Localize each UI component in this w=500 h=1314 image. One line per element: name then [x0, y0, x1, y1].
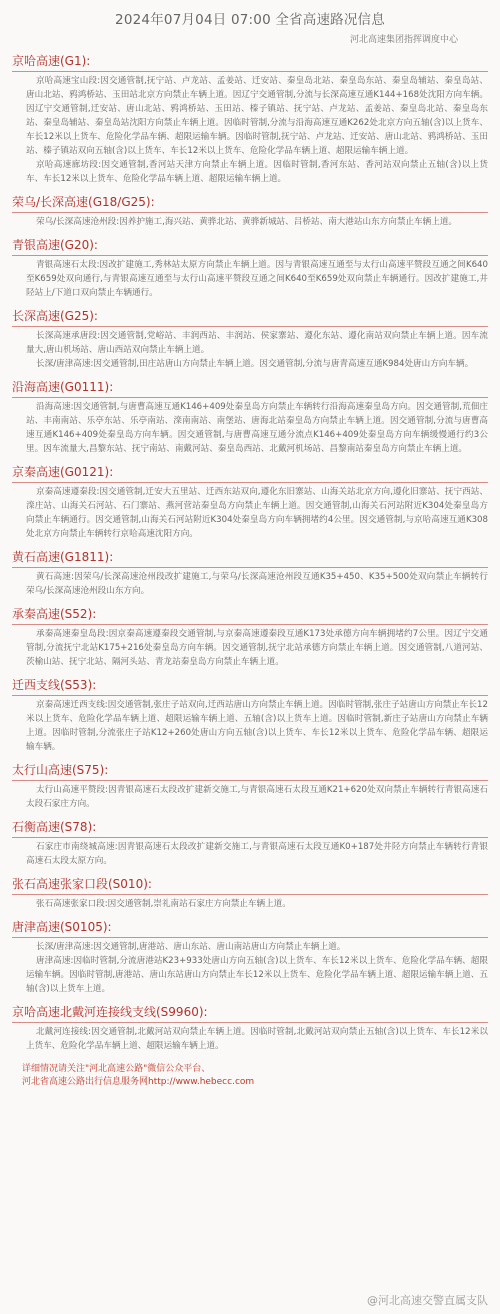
section-paragraph: 青银高速石太段:因改扩建施工,秀林站太原方向禁止车辆上道。因与青银高速互通至与太行山高速平赞段互通之间K640至K659处双向通行,与青银高速互通至与太行山高速平赞段互通之间K640至K659处双向禁止车辆通行。因改扩建施工,井陉站上/下道口双向禁止车辆通行。: [26, 260, 488, 298]
section-paragraph: 沿海高速:因交通管制,与唐曹高速互通K146+409处秦皇岛方向禁止车辆转行沿海高速秦皇岛方向。因交通管制,荒佃庄站、丰南南站、乐亭东站、乐亭南站、滦南南站、南堡站、唐海北站秦皇岛方向禁止车辆上道。因交通管制,分流与唐曹高速互通K146+409处秦皇岛方向车辆。因交通管制,与唐曹高速互通分流点K146+409处秦皇岛方向车辆缓慢通行约3公里。因车流量大,昌黎东站、抚宁南站、南戴河站、秦皇岛西站、北戴河机场站、昌黎南站秦皇岛方向禁止车辆上道。: [26, 402, 488, 454]
footer-line-2: 河北省高速公路出行信息服务网http://www.hebecc.com: [22, 1077, 255, 1087]
section-paragraph: 京秦高速遵秦段:因交通管制,迁安大五里站、迁西东站双向,遵化东旧寨站、山海关站北京方向,遵化旧寨站、抚宁西站、滦庄站、山海关石河站、石门寨站、燕河营站秦皇岛方向禁止车辆上道。因交通管制,山海关石河站附近K304处秦皇岛方向禁止车辆通行。因交通管制,山海关石河站附近K304处秦皇岛方向车辆拥堵约4公里。因交通管制,与京哈高速互通K308处北京方向禁止车辆转行京哈高速沈阳方向。: [26, 487, 488, 539]
section-paragraph: 承秦高速秦皇岛段:因京秦高速遵秦段交通管制,与京秦高速遵秦段互通K173处承德方向车辆拥堵约7公里。因辽宁交通管制,分流抚宁北站K175+216处秦皇岛方向车辆。因交通管制,抚宁北站承德方向禁止车辆上道。因交通管制,八道河站、茨榆山站、抚宁北站、隔河头站、青龙站秦皇岛方向禁止车辆上道。: [26, 629, 488, 667]
footer-line-1: 详细情况请关注"河北高速公路"微信公众平台、: [22, 1064, 211, 1074]
section-paragraph: 唐津高速:因临时管制,分流唐港站K23+933处唐山方向五轴(含)以上货车、车长12米以上货车、危险化学品车辆、超限运输车辆。因临时管制,唐港站、唐山东站唐山方向禁止车长12米以上货车、危险化学品车辆上道、超限运输车辆上道、五轴(含)以上货车上道。: [26, 956, 488, 994]
section-title: 荣乌/长深高速(G18/G25):: [12, 193, 488, 213]
section-paragraph: 京哈高速宝山段:因交通管制,抚宁站、卢龙站、孟姜站、迁安站、秦皇岛北站、秦皇岛东站、秦皇岛辅站、秦皇岛站、唐山北站、鸦鸿桥站、玉田站北京方向禁止车辆上道。因辽宁交通管制,分流与长深高速互通K144+168处沈阳方向车辆。因辽宁交通管制,迁安站、唐山北站、鸦鸿桥站、玉田站、榛子镇站、抚宁站、卢龙站、孟姜站、秦皇岛北站、秦皇岛东站、秦皇岛辅站、秦皇岛站沈阳方向禁止车辆上道。因临时管制,分流与沿海高速互通K262处北京方向五轴(含)以上货车、车长12米以上货车、危险化学品车辆、超限运输车辆。因临时管制,抚宁站、卢龙站、迁安站、唐山北站、鸦鸿桥站、玉田站、榛子镇站双向五轴(含)以上货车、车长12米以上货车、危险化学品车辆上道、超限运输车辆上道。: [26, 76, 488, 156]
section-title: 石衡高速(S78):: [12, 818, 488, 838]
section-paragraph: 石家庄市南绕城高速:因青银高速石太段改扩建新交施工,与青银高速石太段互通K0+187处井陉方向禁止车辆转行青银高速石太段太原方向。: [26, 842, 488, 866]
road-section: [12, 918, 488, 996]
road-section: [12, 236, 488, 300]
footer: [12, 1063, 488, 1089]
road-section: [12, 463, 488, 541]
watermark: @河北高速交警直属支队: [367, 1294, 488, 1307]
section-paragraph: 太行山高速平赞段:因青银高速石太段改扩建新交施工,与青银高速石太段互通K21+620处双向禁止车辆转行青银高速石太段石家庄方向。: [26, 785, 488, 809]
section-title: 京哈高速北戴河连接线支线(S9960):: [12, 1003, 488, 1023]
section-title: 长深高速(G25):: [12, 307, 488, 327]
road-section: [12, 761, 488, 811]
road-section: [12, 875, 488, 911]
section-paragraph: 黄石高速:因荣乌/长深高速沧州段改扩建施工,与荣乌/长深高速沧州段互通K35+450、K35+500处双向禁止车辆转行荣乌/长深高速沧州段山东方向。: [26, 572, 488, 596]
section-title: 黄石高速(G1811):: [12, 548, 488, 568]
section-title: 青银高速(G20):: [12, 236, 488, 256]
section-title: 京哈高速(G1):: [12, 52, 488, 72]
road-section: [12, 307, 488, 371]
road-section: [12, 52, 488, 186]
section-paragraph: 长深/唐津高速:因交通管制,唐港站、唐山东站、唐山南站唐山方向禁止车辆上道。: [36, 942, 346, 952]
section-paragraph: 长深高速承唐段:因交通管制,党峪站、丰润西站、丰润站、侯家寨站、遵化东站、遵化南站双向禁止车辆上道。因车流量大,唐山机场站、唐山西站双向禁止车辆上道。: [26, 331, 488, 355]
section-paragraph: 北戴河连接线:因交通管制,北戴河站双向禁止车辆上道。因临时管制,北戴河站双向禁止五轴(含)以上货车、车长12米以上货车、危险化学品车辆上道、超限运输车辆上道。: [26, 1027, 488, 1051]
section-paragraph: 京秦高速迁西支线:因交通管制,张庄子站双向,迁西站唐山方向禁止车辆上道。因临时管制,张庄子站唐山方向禁止车长12米以上货车、危险化学品车辆上道、超限运输车辆上道、五轴(含)以上货车上道。因临时管制,新庄子站唐山方向禁止车辆上道。因临时管制,分流张庄子站K12+260处唐山方向五轴(含)以上货车、车长12米以上货车、危险化学品车辆、超限运输车辆。: [26, 700, 488, 752]
section-title: 迁西支线(S53):: [12, 676, 488, 696]
page-subtitle: 河北高速集团指挥调度中心: [349, 35, 458, 45]
section-paragraph: 张石高速张家口段:因交通管制,崇礼南站石家庄方向禁止车辆上道。: [36, 899, 291, 909]
section-title: 张石高速张家口段(S010):: [12, 875, 488, 895]
road-section: [12, 193, 488, 229]
road-section: [12, 818, 488, 868]
section-title: 沿海高速(G0111):: [12, 378, 488, 398]
section-title: 京秦高速(G0121):: [12, 463, 488, 483]
header: [12, 0, 488, 45]
page-title: 2024年07月04日 07:00 全省高速路况信息: [115, 12, 385, 28]
road-section: [12, 378, 488, 456]
section-title: 承秦高速(S52):: [12, 605, 488, 625]
section-paragraph: 荣乌/长深高速沧州段:因养护施工,海兴站、黄骅北站、黄骅新城站、吕桥站、南大港站山东方向禁止车辆上道。: [36, 217, 458, 227]
road-section: [12, 548, 488, 598]
section-title: 唐津高速(S0105):: [12, 918, 488, 938]
road-section: [12, 1003, 488, 1053]
sections: [12, 52, 488, 1053]
section-paragraph: 长深/唐津高速:因交通管制,田庄站唐山方向禁止车辆上道。因交通管制,分流与唐青高速互通K984处唐山方向车辆。: [36, 359, 474, 369]
road-section: [12, 605, 488, 669]
section-title: 太行山高速(S75):: [12, 761, 488, 781]
section-paragraph: 京哈高速廊坊段:因交通管制,香河站天津方向禁止车辆上道。因临时管制,香河东站、香河站双向禁止五轴(含)以上货车、车长12米以上货车、危险化学品车辆上道、超限运输车辆上道。: [26, 160, 488, 184]
road-section: [12, 676, 488, 754]
